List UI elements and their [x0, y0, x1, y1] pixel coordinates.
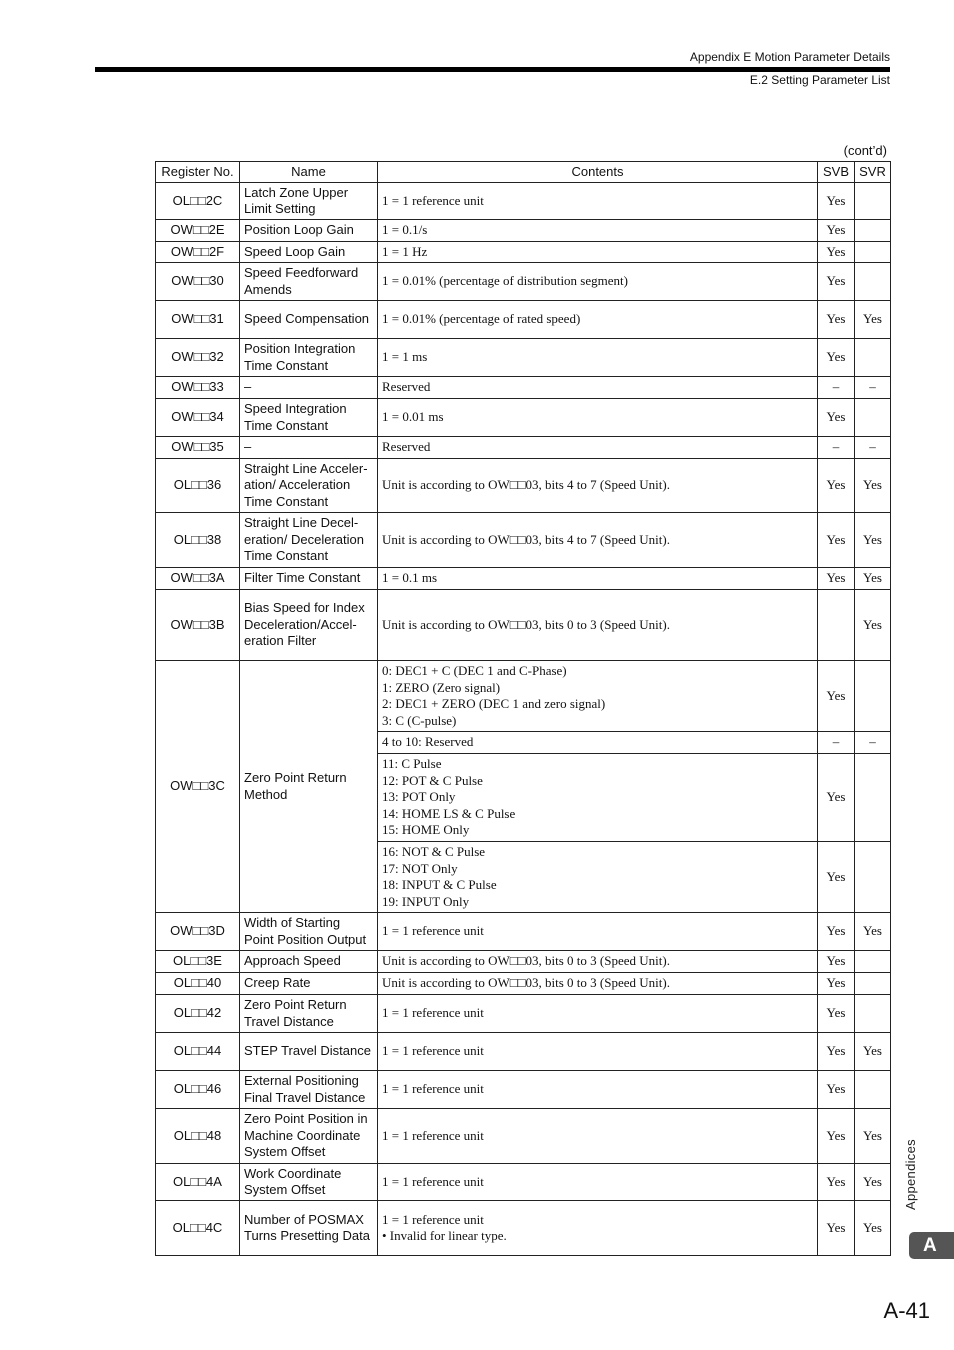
contents-cell: [378, 1071, 818, 1109]
contents-line: 1 = 1 reference unit: [382, 1211, 484, 1227]
name-cell: Zero Point Return Travel Distance: [240, 995, 378, 1033]
name-cell: Width of Starting Point Position Output: [240, 913, 378, 951]
register-cell: OW□□31: [156, 301, 240, 339]
contents-cell: [378, 183, 818, 220]
name-cell: Creep Rate: [240, 973, 378, 995]
svb-cell: Yes: [818, 263, 855, 301]
contents-line: Reserved: [382, 379, 431, 395]
table-row: [156, 913, 891, 951]
table-row: [156, 513, 891, 568]
contents-line: 14: HOME LS & C Pulse: [382, 805, 516, 821]
header-chapter: Appendix E Motion Parameter Details: [689, 50, 890, 64]
page-number: A-41: [883, 1298, 930, 1323]
contents-line: 1 = 1 ms: [382, 349, 428, 365]
contents-line: Unit is according to OW□□03, bits 4 to 7 (Speed Unit).: [382, 531, 670, 547]
contents-line: 1 = 1 reference unit: [382, 192, 484, 208]
svb-cell: Yes: [818, 661, 855, 732]
svr-cell: Yes: [855, 459, 891, 513]
register-cell: OL□□46: [156, 1071, 240, 1109]
svb-cell: Yes: [818, 1201, 855, 1256]
svb-cell: Yes: [818, 842, 855, 913]
contents-line: 3: C (C-pulse): [382, 712, 457, 728]
contents-line: 1 = 1 Hz: [382, 243, 428, 259]
register-cell: OW□□3C: [156, 661, 240, 913]
contents-cell: [378, 1109, 818, 1164]
svb-cell: –: [818, 732, 855, 754]
contents-line: Unit is according to OW□□03, bits 0 to 3 (Speed Unit).: [382, 953, 670, 969]
contents-cell: [378, 842, 818, 913]
contents-line: 1 = 1 reference unit: [382, 1005, 484, 1021]
name-cell: Speed Compensation: [240, 301, 378, 339]
contents-line: Unit is according to OW□□03, bits 4 to 7 (Speed Unit).: [382, 477, 670, 493]
svr-cell: [855, 973, 891, 995]
table-row: [156, 973, 891, 995]
svb-cell: Yes: [818, 951, 855, 973]
table-row: [156, 183, 891, 220]
svb-cell: [818, 590, 855, 661]
col-svr: SVR: [855, 162, 891, 183]
register-cell: OW□□30: [156, 263, 240, 301]
contents-line: 1 = 0.01% (percentage of rated speed): [382, 311, 581, 327]
svr-cell: –: [855, 437, 891, 459]
contents-line: 11: C Pulse: [382, 756, 442, 772]
contents-cell: [378, 437, 818, 459]
svb-cell: –: [818, 437, 855, 459]
register-cell: OL□□4A: [156, 1164, 240, 1201]
table-row: [156, 568, 891, 590]
table-row: [156, 1071, 891, 1109]
contents-line: 1: ZERO (Zero signal): [382, 679, 501, 695]
name-cell: Zero Point Return Method: [240, 661, 378, 913]
register-cell: OL□□36: [156, 459, 240, 513]
contents-line: Unit is according to OW□□03, bits 0 to 3 (Speed Unit).: [382, 975, 670, 991]
svr-cell: [855, 242, 891, 263]
col-name: Name: [240, 162, 378, 183]
svb-cell: Yes: [818, 220, 855, 242]
col-register: Register No.: [156, 162, 240, 183]
table-row: [156, 1164, 891, 1201]
register-cell: OL□□3E: [156, 951, 240, 973]
name-cell: Speed Loop Gain: [240, 242, 378, 263]
table-row: [156, 263, 891, 301]
name-cell: STEP Travel Distance: [240, 1033, 378, 1071]
contents-cell: [378, 301, 818, 339]
svr-cell: Yes: [855, 590, 891, 661]
name-cell: Bias Speed for Index Deceleration/Accel-eration Filter: [240, 590, 378, 661]
table-row: [156, 1109, 891, 1164]
contents-line: 1 = 0.01 ms: [382, 409, 444, 425]
col-svb: SVB: [818, 162, 855, 183]
contents-line: Unit is according to OW□□03, bits 0 to 3 (Speed Unit).: [382, 616, 670, 632]
contents-line: 1 = 1 reference unit: [382, 1127, 484, 1143]
contents-cell: [378, 754, 818, 842]
svr-cell: Yes: [855, 568, 891, 590]
name-cell: Speed Feedforward Amends: [240, 263, 378, 301]
svr-cell: Yes: [855, 513, 891, 568]
svr-cell: [855, 263, 891, 301]
svr-cell: [855, 754, 891, 842]
register-cell: OW□□2F: [156, 242, 240, 263]
svr-cell: Yes: [855, 1033, 891, 1071]
register-cell: OL□□38: [156, 513, 240, 568]
contents-line: 19: INPUT Only: [382, 893, 470, 909]
table-row: [156, 459, 891, 513]
table-row: [156, 590, 891, 661]
name-cell: Approach Speed: [240, 951, 378, 973]
name-cell: External Positioning Final Travel Distance: [240, 1071, 378, 1109]
contents-cell: [378, 661, 818, 732]
svr-cell: Yes: [855, 913, 891, 951]
table-row: [156, 1033, 891, 1071]
svb-cell: Yes: [818, 568, 855, 590]
contents-cell: [378, 339, 818, 377]
name-cell: Work Coordinate System Offset: [240, 1164, 378, 1201]
contents-line: Reserved: [382, 439, 431, 455]
svr-cell: [855, 220, 891, 242]
name-cell: Latch Zone Upper Limit Setting: [240, 183, 378, 220]
contents-line: 16: NOT & C Pulse: [382, 844, 486, 859]
contents-cell: [378, 377, 818, 399]
svr-cell: –: [855, 732, 891, 754]
svr-cell: [855, 995, 891, 1033]
contents-line: 1 = 1 reference unit: [382, 1173, 484, 1189]
svr-cell: –: [855, 377, 891, 399]
name-cell: Zero Point Position in Machine Coordinate System Offset: [240, 1109, 378, 1164]
svr-cell: [855, 661, 891, 732]
svb-cell: Yes: [818, 1033, 855, 1071]
svb-cell: Yes: [818, 754, 855, 842]
svb-cell: Yes: [818, 301, 855, 339]
table-row: [156, 301, 891, 339]
table-row: [156, 995, 891, 1033]
contents-cell: [378, 242, 818, 263]
register-cell: OL□□40: [156, 973, 240, 995]
appendix-tab: A: [909, 1232, 954, 1259]
contents-line: 4 to 10: Reserved: [382, 734, 474, 750]
register-cell: OW□□32: [156, 339, 240, 377]
contents-line: 13: POT Only: [382, 789, 456, 805]
table-row: [156, 339, 891, 377]
contents-line: 1 = 0.1 ms: [382, 570, 438, 586]
table-header-row: [156, 162, 891, 183]
register-cell: OL□□44: [156, 1033, 240, 1071]
table-row: [156, 242, 891, 263]
register-cell: OL□□42: [156, 995, 240, 1033]
svr-cell: Yes: [855, 1201, 891, 1256]
table-row: [156, 377, 891, 399]
continued-label: (cont’d): [843, 143, 887, 158]
name-cell: Straight Line Acceler-ation/ Acceleration Time Constant: [240, 459, 378, 513]
col-contents: Contents: [378, 162, 818, 183]
name-cell: Position Loop Gain: [240, 220, 378, 242]
svb-cell: Yes: [818, 339, 855, 377]
contents-line: 1 = 1 reference unit: [382, 923, 484, 939]
register-cell: OW□□34: [156, 399, 240, 437]
name-cell: Position Integration Time Constant: [240, 339, 378, 377]
name-cell: Speed Integration Time Constant: [240, 399, 378, 437]
contents-cell: [378, 459, 818, 513]
contents-cell: [378, 913, 818, 951]
svr-cell: [855, 339, 891, 377]
table-row: [156, 220, 891, 242]
svr-cell: Yes: [855, 1164, 891, 1201]
contents-line: 1 = 1 reference unit: [382, 1081, 484, 1097]
contents-cell: [378, 1164, 818, 1201]
name-cell: Filter Time Constant: [240, 568, 378, 590]
register-cell: OL□□48: [156, 1109, 240, 1164]
svr-cell: [855, 951, 891, 973]
register-cell: OW□□3A: [156, 568, 240, 590]
svr-cell: Yes: [855, 301, 891, 339]
svb-cell: Yes: [818, 973, 855, 995]
contents-cell: [378, 513, 818, 568]
contents-line: 2: DEC1 + ZERO (DEC 1 and zero signal): [382, 696, 606, 711]
contents-line: 15: HOME Only: [382, 822, 470, 838]
svb-cell: Yes: [818, 913, 855, 951]
svr-cell: [855, 842, 891, 913]
svb-cell: Yes: [818, 459, 855, 513]
contents-line: 12: POT & C Pulse: [382, 772, 483, 788]
contents-line: 1 = 0.1/s: [382, 222, 428, 238]
header-rule: [95, 67, 890, 72]
contents-cell: [378, 1201, 818, 1256]
contents-line: 1 = 0.01% (percentage of distribution segment): [382, 273, 628, 289]
contents-cell: [378, 263, 818, 301]
svb-cell: Yes: [818, 513, 855, 568]
svb-cell: –: [818, 377, 855, 399]
parameter-table: [155, 161, 891, 1256]
svr-cell: [855, 399, 891, 437]
contents-cell: [378, 220, 818, 242]
svb-cell: Yes: [818, 399, 855, 437]
svb-cell: Yes: [818, 1071, 855, 1109]
contents-line: 0: DEC1 + C (DEC 1 and C-Phase): [382, 663, 567, 678]
svb-cell: Yes: [818, 183, 855, 220]
contents-cell: [378, 399, 818, 437]
register-cell: OW□□35: [156, 437, 240, 459]
contents-line: • Invalid for linear type.: [382, 1228, 507, 1243]
svb-cell: Yes: [818, 995, 855, 1033]
contents-cell: [378, 951, 818, 973]
contents-cell: [378, 1033, 818, 1071]
svr-cell: [855, 183, 891, 220]
svb-cell: Yes: [818, 1164, 855, 1201]
register-cell: OL□□2C: [156, 183, 240, 220]
appendices-side-label: Appendices: [903, 1139, 918, 1210]
svr-cell: Yes: [855, 1109, 891, 1164]
register-cell: OW□□3D: [156, 913, 240, 951]
contents-cell: [378, 732, 818, 754]
register-cell: OW□□33: [156, 377, 240, 399]
svb-cell: Yes: [818, 1109, 855, 1164]
contents-line: 17: NOT Only: [382, 860, 458, 876]
table-row: [156, 1201, 891, 1256]
contents-line: 18: INPUT & C Pulse: [382, 877, 497, 892]
contents-cell: [378, 590, 818, 661]
svr-cell: [855, 1071, 891, 1109]
name-cell: –: [240, 437, 378, 459]
contents-cell: [378, 973, 818, 995]
contents-line: 1 = 1 reference unit: [382, 1043, 484, 1059]
register-cell: OL□□4C: [156, 1201, 240, 1256]
contents-cell: [378, 995, 818, 1033]
name-cell: Number of POSMAX Turns Presetting Data: [240, 1201, 378, 1256]
table-row: [156, 437, 891, 459]
header-section: E.2 Setting Parameter List: [749, 73, 890, 87]
register-cell: OW□□3B: [156, 590, 240, 661]
name-cell: –: [240, 377, 378, 399]
name-cell: Straight Line Decel-eration/ Deceleration Time Constant: [240, 513, 378, 568]
table-row: [156, 399, 891, 437]
table-row: [156, 951, 891, 973]
contents-cell: [378, 568, 818, 590]
register-cell: OW□□2E: [156, 220, 240, 242]
table-row: [156, 661, 891, 732]
svb-cell: Yes: [818, 242, 855, 263]
